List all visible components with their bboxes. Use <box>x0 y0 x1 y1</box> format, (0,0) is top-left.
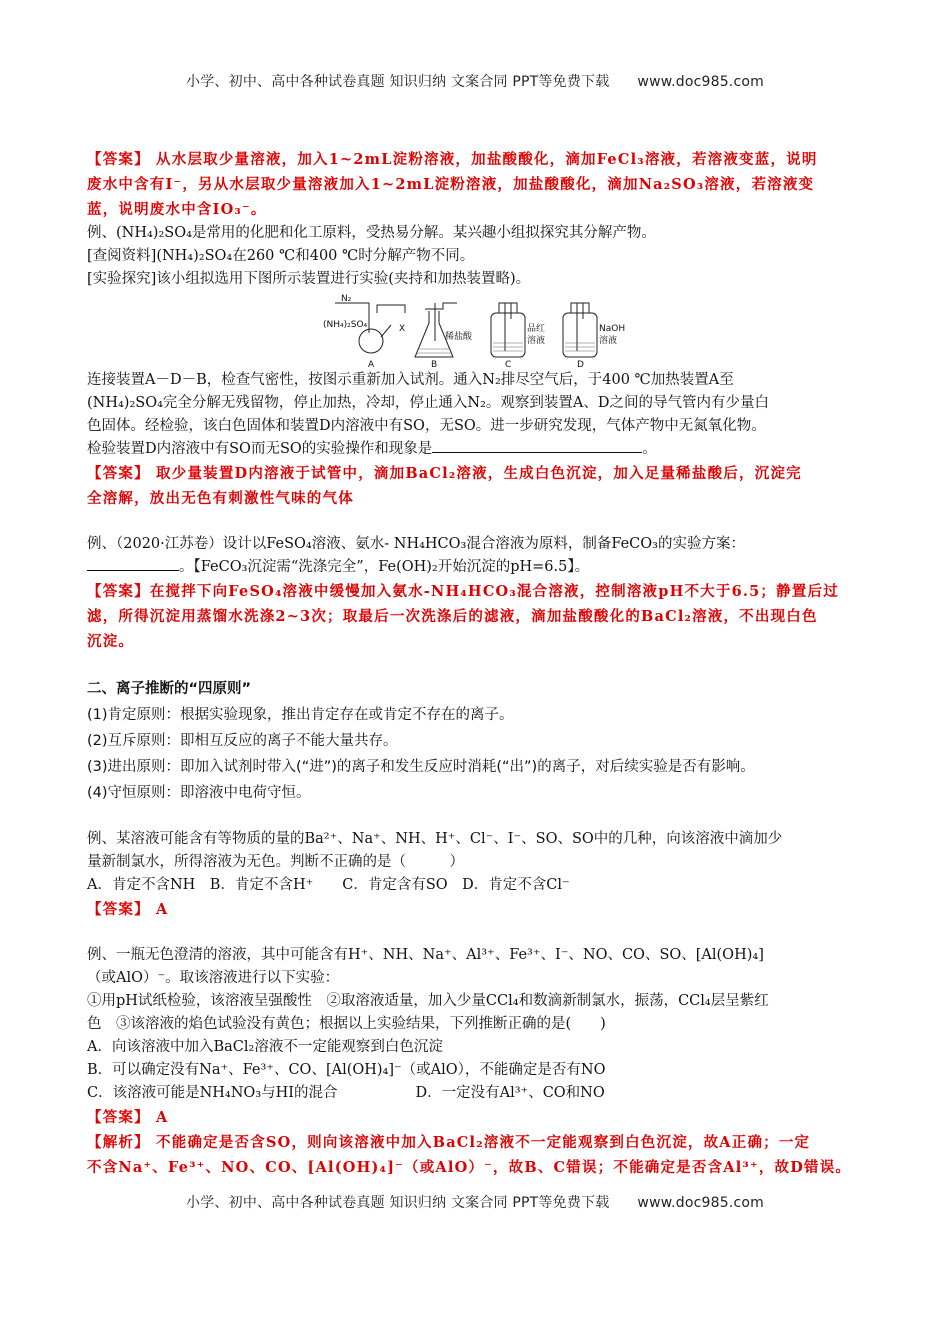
footer-site[interactable]: www.doc985.com <box>637 1195 764 1211</box>
analysis-label: 【解析】 <box>87 1134 150 1151</box>
example-text: 连接装置A－D－B，检查气密性，按图示重新加入试剂。通入N₂排尽空气后，于400 ℃加热装置A至 <box>87 372 734 388</box>
d-reagent-label: NaOH <box>599 324 626 334</box>
answer-text: 取少量装置D内溶液于试管中，滴加BaCl₂溶液，生成白色沉淀，加入足量稀盐酸后，沉淀完 <box>149 465 802 482</box>
option-b: B．可以确定没有Na⁺、Fe³⁺、CO、[Al(OH)₄]⁻（或AlO），不能确定是否有NO <box>87 1062 606 1078</box>
answer-block-1 <box>87 147 867 222</box>
analysis-text: 不含Na⁺、Fe³⁺、NO、CO、[Al(OH)₄]⁻（或AlO）⁻，故B、C错误；不能确定是否含Al³⁺，故D错误。 <box>87 1159 852 1176</box>
example-text: 例、（2020·江苏卷）设计以FeSO₄溶液、氨水- NH₄HCO₃混合溶液为原料，制备FeCO₃的实验方案： <box>87 536 745 552</box>
footer-text: 小学、初中、高中各种试卷真题 知识归纳 文案合同 PPT等免费下载 <box>186 1195 610 1211</box>
label-c: C <box>505 360 512 369</box>
rule-item: (4)守恒原则：即溶液中电荷守恒。 <box>87 785 311 801</box>
apparatus-diagram <box>319 293 629 369</box>
example-text: 例、(NH₄)₂SO₄是常用的化肥和化工原料，受热易分解。某兴趣小组拟探究其分解产物。 <box>87 225 656 241</box>
bottle-c-icon <box>491 313 525 357</box>
answer-label: 【答案】 <box>87 465 150 482</box>
flask-a-icon <box>359 329 383 353</box>
answer-value: A <box>149 901 169 918</box>
example-text: [实验探究]该小组拟选用下图所示装置进行实验(夹持和加热装置略)。 <box>87 271 531 287</box>
document-body <box>87 147 867 1180</box>
example-4 <box>87 944 867 1180</box>
answer-label: 【答案】 <box>87 1109 150 1126</box>
section-title: 二、离子推断的“四原则” <box>87 681 252 697</box>
example-text: （或AlO）⁻。取该溶液进行以下实验： <box>87 970 340 986</box>
example-text: 色 ③该溶液的焰色试验没有黄色；根据以上实验结果，下列推断正确的是( ) <box>87 1016 606 1032</box>
example-2 <box>87 533 867 654</box>
rule-item: (2)互斥原则：即相互反应的离子不能大量共存。 <box>87 733 398 749</box>
c-reagent-label: 品红 <box>527 324 546 334</box>
page-footer <box>0 1192 950 1212</box>
answer-value: A <box>149 1109 169 1126</box>
answer-text: 从水层取少量溶液，加入1~2mL淀粉溶液，加盐酸酸化，滴加FeCl₃溶液，若溶液变蓝，说明 <box>149 151 818 168</box>
example-3 <box>87 828 867 922</box>
example-text: (NH₄)₂SO₄完全分解无残留物，停止加热，冷却，停止通入N₂。观察到装置A、D之间的导气管内有少量白 <box>87 395 769 411</box>
example-options: A．肯定不含NH B．肯定不含H⁺ C．肯定含有SO D．肯定不含Cl⁻ <box>87 877 570 893</box>
answer-text: 在搅拌下向FeSO₄溶液中缓慢加入氨水-NH₄HCO₃混合溶液，控制溶液pH不大于6.5；静置后过 <box>149 583 839 600</box>
header-site[interactable]: www.doc985.com <box>637 74 764 90</box>
page-header <box>0 71 950 91</box>
label-d: D <box>577 360 584 369</box>
rule-item: (3)进出原则：即加入试剂时带入(“进”)的离子和发生反应时消耗(“出”)的离子，对后续实验是否有影响。 <box>87 759 755 775</box>
n2-label: N₂ <box>341 294 352 304</box>
label-a: A <box>368 360 375 369</box>
option-c: C．该溶液可能是NH₄NO₃与HI的混合 <box>87 1085 338 1101</box>
example-text: 。 <box>642 441 657 457</box>
answer-blank <box>87 556 179 571</box>
answer-blank <box>432 438 642 453</box>
b-reagent-label: 稀盐酸 <box>445 332 473 342</box>
answer-text: 废水中含有I⁻，另从水层取少量溶液加入1~2mL淀粉溶液，加盐酸酸化，滴加Na₂SO₃溶液，若溶液变 <box>87 176 815 193</box>
example-text: ①用pH试纸检验，该溶液呈强酸性 ②取溶液适量，加入少量CCl₄和数滴新制氯水，振荡，CCl₄层呈紫红 <box>87 993 769 1009</box>
example-text: 。【FeCO₃沉淀需“洗涤完全”，Fe(OH)₂开始沉淀的pH=6.5】。 <box>179 559 590 575</box>
option-d: D．一定没有Al³⁺、CO和NO <box>415 1085 605 1101</box>
answer-label: 【答案】 <box>87 583 150 600</box>
bottle-d-icon <box>563 313 597 357</box>
answer-text: 沉淀。 <box>87 633 135 650</box>
example-text: 例、某溶液可能含有等物质的量的Ba²⁺、Na⁺、NH、H⁺、Cl⁻、I⁻、SO、SO中的几种，向该溶液中滴加少 <box>87 831 783 847</box>
option-a: A．向该溶液中加入BaCl₂溶液不一定能观察到白色沉淀 <box>87 1039 443 1055</box>
d-reagent-label: 溶液 <box>599 336 618 346</box>
rule-item: (1)肯定原则：根据实验现象，推出肯定存在或肯定不存在的离子。 <box>87 707 514 723</box>
salt-label: (NH₄)₂SO₄ <box>323 320 368 330</box>
c-reagent-label: 溶液 <box>527 336 546 346</box>
section-four-principles <box>87 676 867 806</box>
example-1 <box>87 222 867 511</box>
x-label: X <box>399 324 406 334</box>
answer-label: 【答案】 <box>87 151 150 168</box>
example-text: 色固体。经检验，该白色固体和装置D内溶液中有SO，无SO。进一步研究发现，气体产物中无氮氧化物。 <box>87 418 766 434</box>
answer-text: 蓝，说明废水中含IO₃⁻。 <box>87 201 267 218</box>
answer-text: 滤，所得沉淀用蒸馏水洗涤2~3次；取最后一次洗涤后的滤液，滴加盐酸酸化的BaCl₂溶液，不出现白色 <box>87 608 818 625</box>
answer-label: 【答案】 <box>87 901 150 918</box>
header-text: 小学、初中、高中各种试卷真题 知识归纳 文案合同 PPT等免费下载 <box>186 74 610 90</box>
example-text: [查阅资料](NH₄)₂SO₄在260 ℃和400 ℃时分解产物不同。 <box>87 248 475 264</box>
example-text: 检验装置D内溶液中有SO而无SO的实验操作和现象是 <box>87 441 433 457</box>
example-text: 量新制氯水，所得溶液为无色。判断不正确的是（ ） <box>87 854 464 870</box>
answer-text: 全溶解，放出无色有刺激性气味的气体 <box>87 490 354 507</box>
label-b: B <box>431 360 438 369</box>
analysis-text: 不能确定是否含SO，则向该溶液中加入BaCl₂溶液不一定能观察到白色沉淀，故A正确；一定 <box>149 1134 811 1151</box>
example-text: 例、一瓶无色澄清的溶液，其中可能含有H⁺、NH、Na⁺、Al³⁺、Fe³⁺、I⁻、NO、CO、SO、[Al(OH)₄] <box>87 947 764 963</box>
